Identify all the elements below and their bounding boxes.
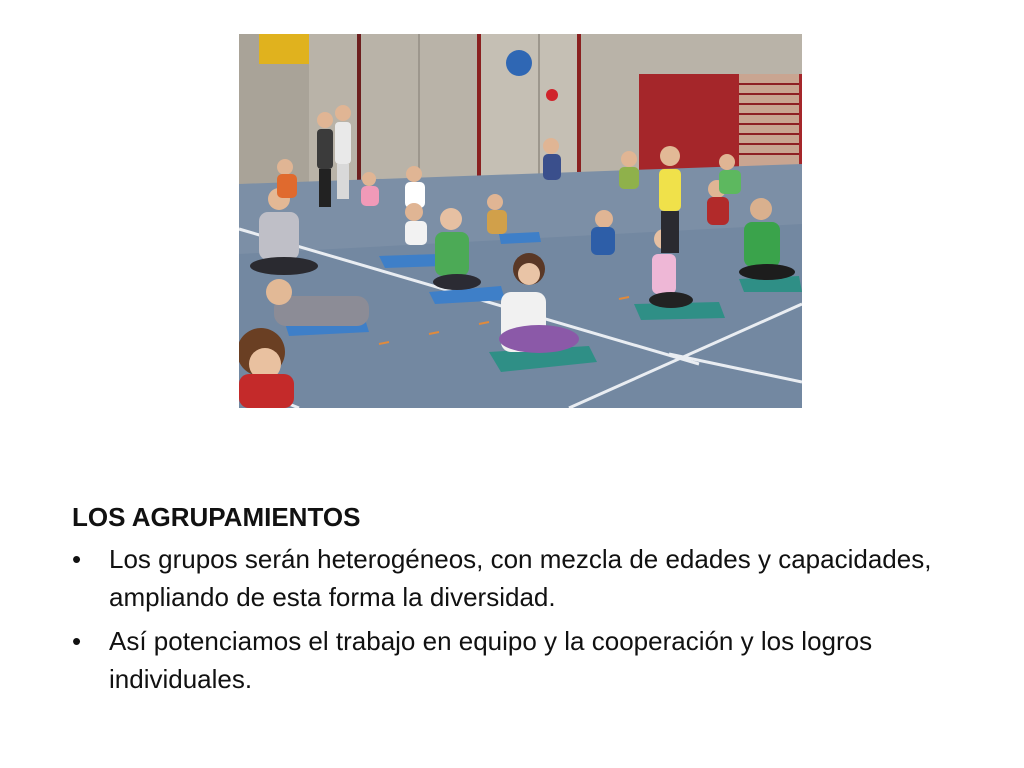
slide-heading: LOS AGRUPAMIENTOS xyxy=(72,502,361,532)
bullet-text: Los grupos serán heterogéneos, con mezcla de edades y capacidades, ampliando de esta forma la diversidad. xyxy=(109,544,932,612)
bullet-item xyxy=(72,540,972,616)
bullet-list xyxy=(72,540,972,698)
bullet-marker: • xyxy=(72,544,82,574)
bullet-item xyxy=(72,622,972,698)
slide-content xyxy=(72,500,972,704)
gym-photo xyxy=(239,34,802,408)
bullet-marker: • xyxy=(72,626,82,656)
bullet-text: Así potenciamos el trabajo en equipo y la cooperación y los logros individuales. xyxy=(109,626,873,694)
